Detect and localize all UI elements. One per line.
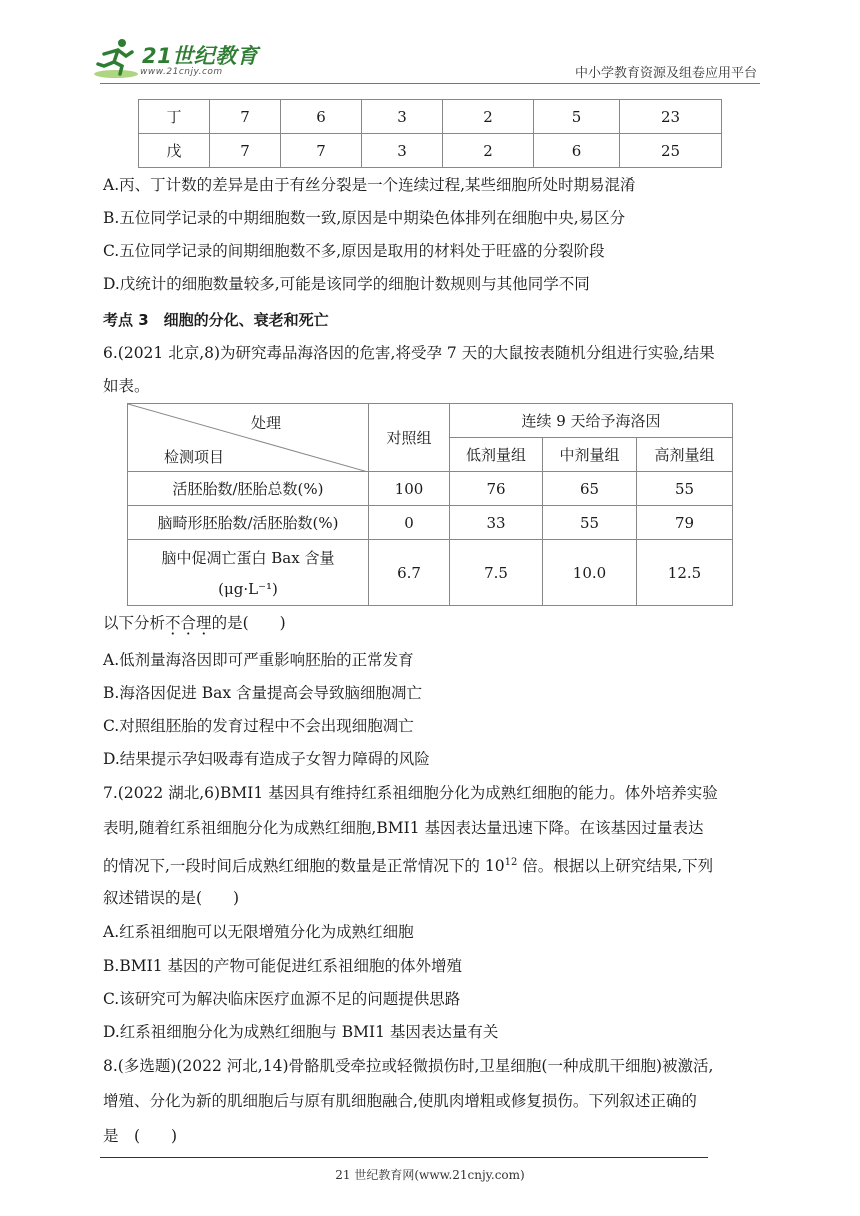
table-cell: 55 [637,472,733,506]
footer-text: 21 世纪教育网(www.21cnjy.com) [335,1168,525,1182]
q7-line1: 7.(2022 湖北,6)BMI1 基因具有维持红系祖细胞分化为成熟红细胞的能力。体外培养实验 [103,784,718,802]
header-heroin-group: 连续 9 天给予海洛因 [450,404,733,438]
row-label [128,540,369,606]
table-cell: 2 [443,134,534,168]
table-cell: 7 [281,134,362,168]
q5-option-d: D.戊统计的细胞数量较多,可能是该同学的细胞计数规则与其他同学不同 [103,275,590,293]
logo-wordmark: 21世纪教育 [142,44,259,68]
q7-option-c: C.该研究可为解决临床医疗血源不足的问题提供思路 [103,990,461,1008]
table-row [128,540,733,606]
runner-logo-icon [92,36,142,82]
table-row [139,100,722,134]
emphasis-char: 理 [196,614,212,632]
header-tagline: 中小学教育资源及组卷应用平台 [574,66,757,81]
table-cell: 100 [369,472,450,506]
table-cell: 6 [281,100,362,134]
q6-option-b: B.海洛因促进 Bax 含量提高会导致脑细胞凋亡 [103,684,423,702]
header-control: 对照组 [369,404,450,472]
table-cell: 65 [543,472,637,506]
table-cell: 戊 [139,134,210,168]
q7-option-b: B.BMI1 基因的产物可能促进红系祖细胞的体外增殖 [103,957,462,975]
table-cell: 10.0 [543,540,637,606]
q7-line3-text: 的情况下,一段时间后成熟红细胞的数量是正常情况下的 10 [103,857,505,876]
q6-prompt [103,613,286,633]
exponent: 12 [504,857,518,868]
q6-option-c: C.对照组胚胎的发育过程中不会出现细胞凋亡 [103,717,414,735]
count-table [138,99,722,168]
table-row [128,472,733,506]
q7-line3-text: 倍。根据以上研究结果,下列 [517,857,714,876]
q6-option-d: D.结果提示孕妇吸毒有造成子女智力障碍的风险 [103,750,430,768]
q7-option-a: A.红系祖细胞可以无限增殖分化为成熟红细胞 [103,923,414,941]
header-high: 高剂量组 [637,438,733,472]
header-mid: 中剂量组 [543,438,637,472]
q8-line3: 是 ( ) [103,1127,178,1145]
prompt-text: 的是( ) [211,614,286,632]
prompt-text: 以下分析 [103,614,166,632]
header-divider [100,83,760,84]
heroin-table [127,403,733,606]
diagonal-header-cell [128,404,369,472]
site-logo [92,36,267,82]
table-cell: 79 [637,506,733,540]
q8-line1: 8.(多选题)(2022 河北,14)骨骼肌受牵拉或轻微损伤时,卫星细胞(一种成肌干细胞)被激活, [103,1057,714,1075]
table-row [139,134,722,168]
table-cell: 7 [210,134,281,168]
header-low: 低剂量组 [450,438,543,472]
diag-top-label: 处理 [251,414,282,432]
q5-option-c: C.五位同学记录的间期细胞数不多,原因是取用的材料处于旺盛的分裂阶段 [103,242,605,260]
table-cell: 0 [369,506,450,540]
q5-option-b: B.五位同学记录的中期细胞数一致,原因是中期染色体排列在细胞中央,易区分 [103,209,626,227]
table-row [128,506,733,540]
q5-option-a: A.丙、丁计数的差异是由于有丝分裂是一个连续过程,某些细胞所处时期易混淆 [103,176,636,194]
table-cell: 25 [620,134,722,168]
q6-stem-line1: 6.(2021 北京,8)为研究毒品海洛因的危害,将受孕 7 天的大鼠按表随机分组进行实验,结果 [103,344,715,362]
table-cell: 2 [443,100,534,134]
q7-line4: 叙述错误的是( ) [103,889,240,907]
table-cell: 7.5 [450,540,543,606]
table-cell: 6.7 [369,540,450,606]
table-cell: 3 [362,100,443,134]
emphasis-char: 合 [180,614,197,632]
table-cell: 5 [534,100,620,134]
q6-stem-line2: 如表。 [103,377,150,395]
row-label-line2: (μg·L⁻¹) [218,579,278,598]
q6-option-a: A.低剂量海洛因即可严重影响胚胎的正常发育 [103,651,414,669]
row-label-line1: 脑中促凋亡蛋白 Bax 含量 [161,548,335,567]
footer-divider [100,1157,708,1158]
logo-url: www.21cnjy.com [140,67,223,77]
diag-bottom-label: 检测项目 [164,448,225,466]
q7-line3 [103,853,713,876]
table-cell: 55 [543,506,637,540]
table-cell: 33 [450,506,543,540]
row-label: 脑畸形胚胎数/活胚胎数(%) [128,506,369,540]
q7-line2: 表明,随着红系祖细胞分化为成熟红细胞,BMI1 基因表达量迅速下降。在该基因过量表达 [103,819,704,837]
table-cell: 丁 [139,100,210,134]
section-heading: 考点 3 细胞的分化、衰老和死亡 [103,311,329,329]
table-cell: 23 [620,100,722,134]
table-cell: 3 [362,134,443,168]
table-cell: 76 [450,472,543,506]
q7-option-d: D.红系祖细胞分化为成熟红细胞与 BMI1 基因表达量有关 [103,1023,499,1041]
table-cell: 12.5 [637,540,733,606]
table-cell: 7 [210,100,281,134]
row-label: 活胚胎数/胚胎总数(%) [128,472,369,506]
q8-line2: 增殖、分化为新的肌细胞后与原有肌细胞融合,使肌肉增粗或修复损伤。下列叙述正确的 [103,1092,697,1110]
table-cell: 6 [534,134,620,168]
emphasis-char: 不 [165,614,181,632]
